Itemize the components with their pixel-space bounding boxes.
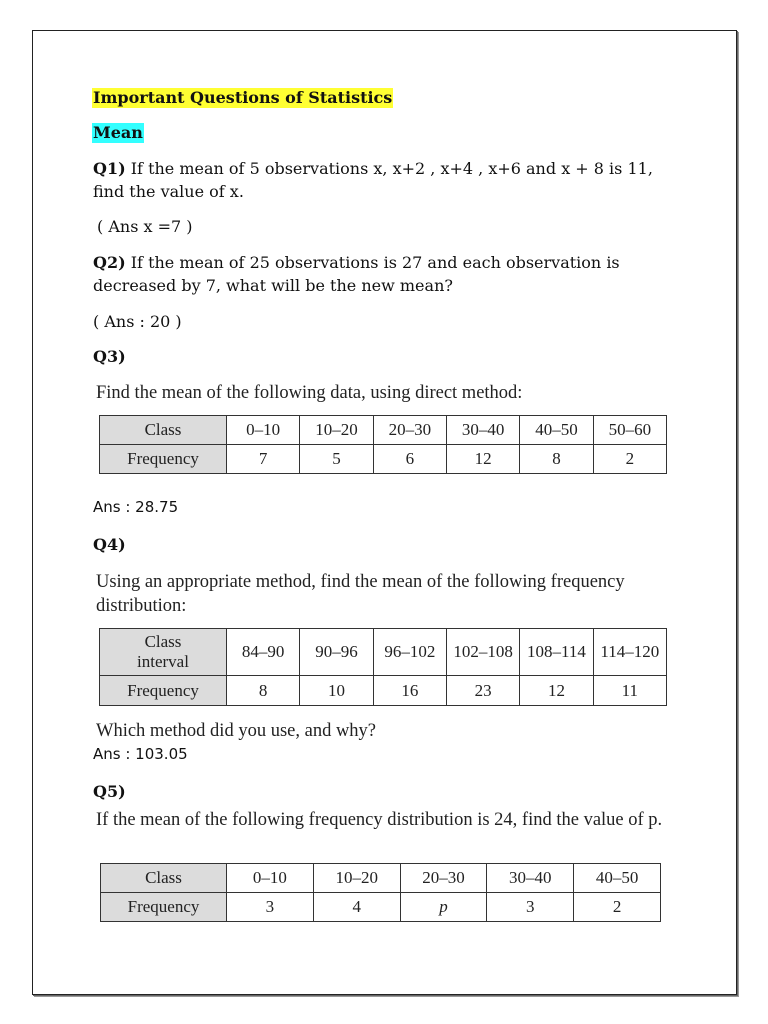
question-text: If the mean of 25 observations is 27 and each observation is decreased by 7, what will be the new mean? — [93, 253, 620, 295]
table-row — [101, 864, 661, 893]
table-cell: 10 — [300, 676, 373, 706]
table-cell: 7 — [227, 445, 300, 474]
table-cell: 108–114 — [520, 629, 593, 676]
table-cell: 10–20 — [313, 864, 400, 893]
table-cell: 12 — [520, 676, 593, 706]
table-cell: 8 — [520, 445, 593, 474]
table-cell: 16 — [373, 676, 446, 706]
q4-table — [99, 628, 667, 706]
q5-table — [100, 863, 661, 922]
table-row — [101, 893, 661, 922]
answer-2: ( Ans : 20 ) — [93, 312, 182, 331]
table-header-cell: Frequency — [100, 676, 227, 706]
table-row — [100, 445, 667, 474]
table-cell: 10–20 — [300, 416, 373, 445]
table-cell: 114–120 — [593, 629, 666, 676]
question-5-label: Q5) — [93, 782, 126, 801]
table-header-cell: Class — [100, 416, 227, 445]
question-5-prompt: If the mean of the following frequency distribution is 24, find the value of p. — [96, 810, 663, 830]
page-title: Important Questions of Statistics — [93, 88, 393, 107]
table-cell: 84–90 — [227, 629, 300, 676]
question-number: Q1) — [93, 159, 126, 178]
table-header-cell — [100, 629, 227, 676]
table-cell: 8 — [227, 676, 300, 706]
header-line: interval — [137, 652, 189, 671]
table-cell: 40–50 — [574, 864, 661, 893]
section-heading: Mean — [93, 123, 143, 142]
header-line: Class — [144, 632, 182, 651]
table-cell: 5 — [300, 445, 373, 474]
table-cell: 50–60 — [593, 416, 666, 445]
table-cell: 30–40 — [487, 864, 574, 893]
table-cell: 40–50 — [520, 416, 593, 445]
answer-4: Ans : 103.05 — [93, 745, 188, 763]
table-cell: 3 — [227, 893, 314, 922]
table-cell: 20–30 — [373, 416, 446, 445]
question-number: Q2) — [93, 253, 126, 272]
table-row — [100, 676, 667, 706]
table-cell: 4 — [313, 893, 400, 922]
question-3-label: Q3) — [93, 347, 126, 366]
table-cell: 30–40 — [446, 416, 519, 445]
table-header-cell: Class — [101, 864, 227, 893]
table-cell: 20–30 — [400, 864, 487, 893]
table-cell: 11 — [593, 676, 666, 706]
question-2 — [93, 251, 683, 297]
table-cell: 90–96 — [300, 629, 373, 676]
table-cell: 102–108 — [446, 629, 519, 676]
q3-table — [99, 415, 667, 474]
table-cell: 12 — [446, 445, 519, 474]
table-cell: 23 — [446, 676, 519, 706]
table-cell: 2 — [593, 445, 666, 474]
table-row — [100, 629, 667, 676]
question-4-label: Q4) — [93, 535, 126, 554]
table-cell: 3 — [487, 893, 574, 922]
table-cell: 96–102 — [373, 629, 446, 676]
table-header-cell: Frequency — [100, 445, 227, 474]
question-4-followup: Which method did you use, and why? — [96, 721, 377, 741]
question-4-prompt: Using an appropriate method, find the mean of the following frequency distribution: — [96, 572, 625, 616]
question-text: If the mean of 5 observations x, x+2 , x+4 , x+6 and x + 8 is 11, find the value of x. — [93, 159, 653, 201]
table-header-cell: Frequency — [101, 893, 227, 922]
table-cell: 6 — [373, 445, 446, 474]
table-cell: p — [400, 893, 487, 922]
table-cell: 2 — [574, 893, 661, 922]
answer-3: Ans : 28.75 — [93, 498, 179, 516]
question-3-prompt: Find the mean of the following data, using direct method: — [96, 383, 523, 403]
answer-1: ( Ans x =7 ) — [97, 217, 193, 236]
table-row — [100, 416, 667, 445]
question-1 — [93, 157, 683, 203]
table-cell: 0–10 — [227, 864, 314, 893]
table-cell: 0–10 — [227, 416, 300, 445]
